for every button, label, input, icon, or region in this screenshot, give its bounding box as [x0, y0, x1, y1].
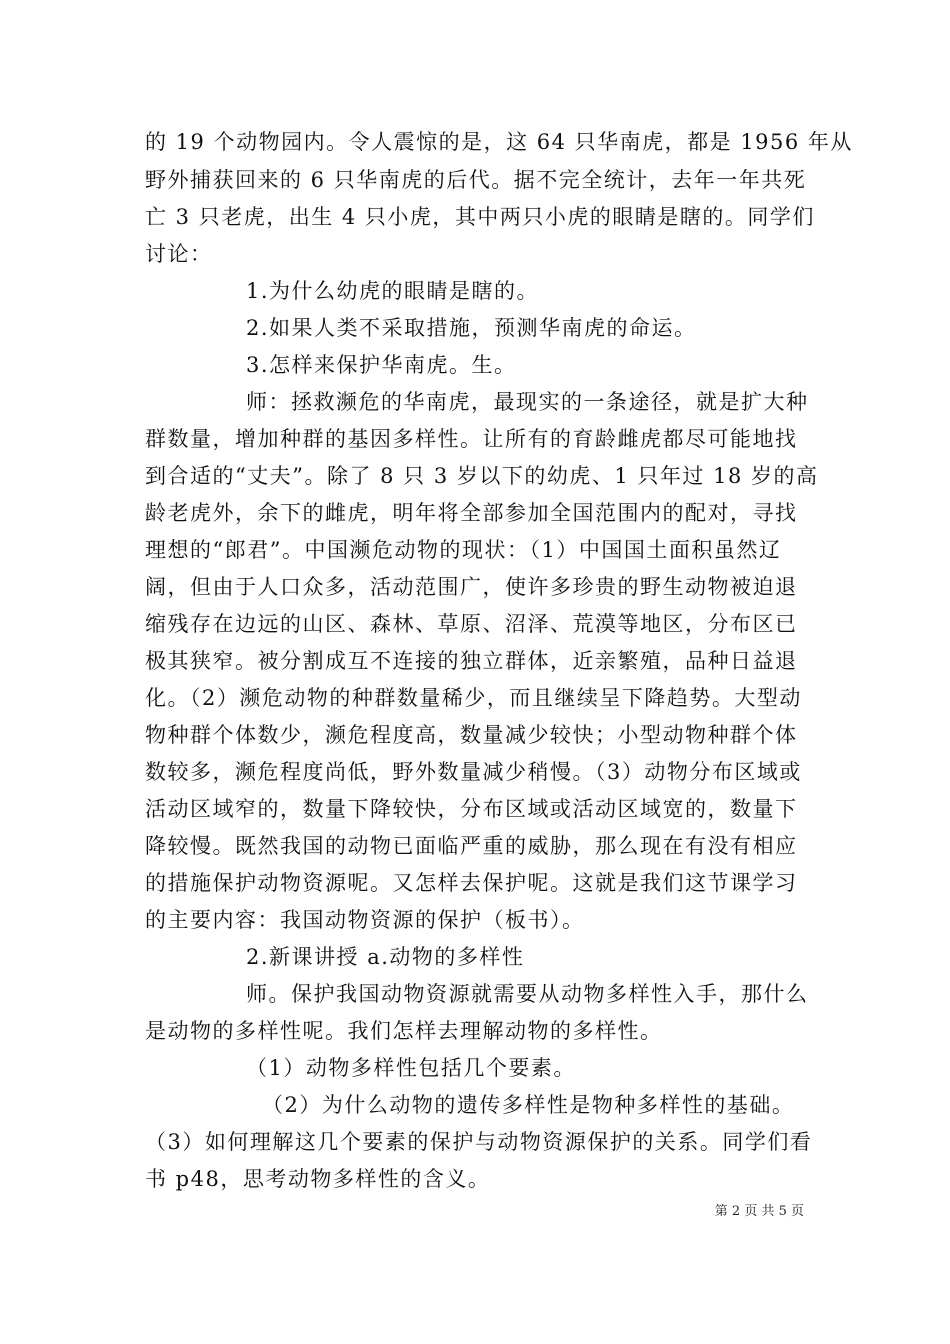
- paragraph-line: 的主要内容：我国动物资源的保护（板书）。: [145, 908, 585, 932]
- paragraph-line: 讨论：: [145, 242, 213, 266]
- paragraph-line: 阔，但由于人口众多，活动范围广，使许多珍贵的野生动物被迫退: [145, 575, 798, 599]
- paragraph-line: 的措施保护动物资源呢。又怎样去保护呢。这就是我们这节课学习: [145, 871, 798, 895]
- question-item: （2）为什么动物的遗传多样性是物种多样性的基础。: [262, 1093, 795, 1117]
- paragraph-line: 是动物的多样性呢。我们怎样去理解动物的多样性。: [145, 1019, 663, 1043]
- page-number: 第 2 页 共 5 页: [714, 1204, 804, 1219]
- paragraph-line: 极其狭窄。被分割成互不连接的独立群体，近亲繁殖，品种日益退: [145, 649, 798, 673]
- paragraph-line: 师：拯救濒危的华南虎，最现实的一条途径，就是扩大种: [246, 390, 809, 414]
- paragraph-line: 群数量，增加种群的基因多样性。让所有的育龄雌虎都尽可能地找: [145, 427, 798, 451]
- paragraph-line: 物种群个体数少，濒危程度高，数量减少较快；小型动物种群个体: [145, 723, 798, 747]
- paragraph-line: 活动区域窄的，数量下降较快，分布区域或活动区域宽的，数量下: [145, 797, 798, 821]
- paragraph-line: 到合适的“丈夫”。除了 8 只 3 岁以下的幼虎、1 只年过 18 岁的高: [145, 464, 819, 488]
- paragraph-line: 师。保护我国动物资源就需要从动物多样性入手，那什么: [246, 982, 809, 1006]
- paragraph-line: 化。（2）濒危动物的种群数量稀少，而且继续呈下降趋势。大型动: [145, 686, 802, 710]
- paragraph-line: 缩残存在边远的山区、森林、草原、沼泽、荒漠等地区，分布区已: [145, 612, 798, 636]
- discussion-item: 1.为什么幼虎的眼睛是瞎的。: [246, 279, 540, 303]
- question-item: （1）动物多样性包括几个要素。: [246, 1056, 576, 1080]
- paragraph-line: 书 p48，思考动物多样性的含义。: [145, 1167, 491, 1191]
- paragraph-line: 龄老虎外，余下的雌虎，明年将全部参加全国范围内的配对，寻找: [145, 501, 798, 525]
- discussion-item: 2.如果人类不采取措施，预测华南虎的命运。: [246, 316, 697, 340]
- paragraph-line: 理想的“郎君”。中国濒危动物的现状：（1）中国国土面积虽然辽: [145, 538, 782, 562]
- paragraph-line: 亡 3 只老虎，出生 4 只小虎，其中两只小虎的眼睛是瞎的。同学们: [145, 205, 815, 229]
- paragraph-line: 的 19 个动物园内。令人震惊的是，这 64 只华南虎，都是 1956 年从: [145, 130, 853, 154]
- paragraph-line: 野外捕获回来的 6 只华南虎的后代。据不完全统计，去年一年共死: [145, 168, 807, 192]
- paragraph-line: 数较多，濒危程度尚低，野外数量减少稍慢。（3）动物分布区域或: [145, 760, 802, 784]
- paragraph-line: 降较慢。既然我国的动物已面临严重的威胁，那么现在有没有相应: [145, 834, 798, 858]
- discussion-item: 3.怎样来保护华南虎。生。: [246, 353, 517, 377]
- question-item: （3）如何理解这几个要素的保护与动物资源保护的关系。同学们看: [145, 1130, 813, 1154]
- section-heading: 2.新课讲授 a.动物的多样性: [246, 945, 525, 969]
